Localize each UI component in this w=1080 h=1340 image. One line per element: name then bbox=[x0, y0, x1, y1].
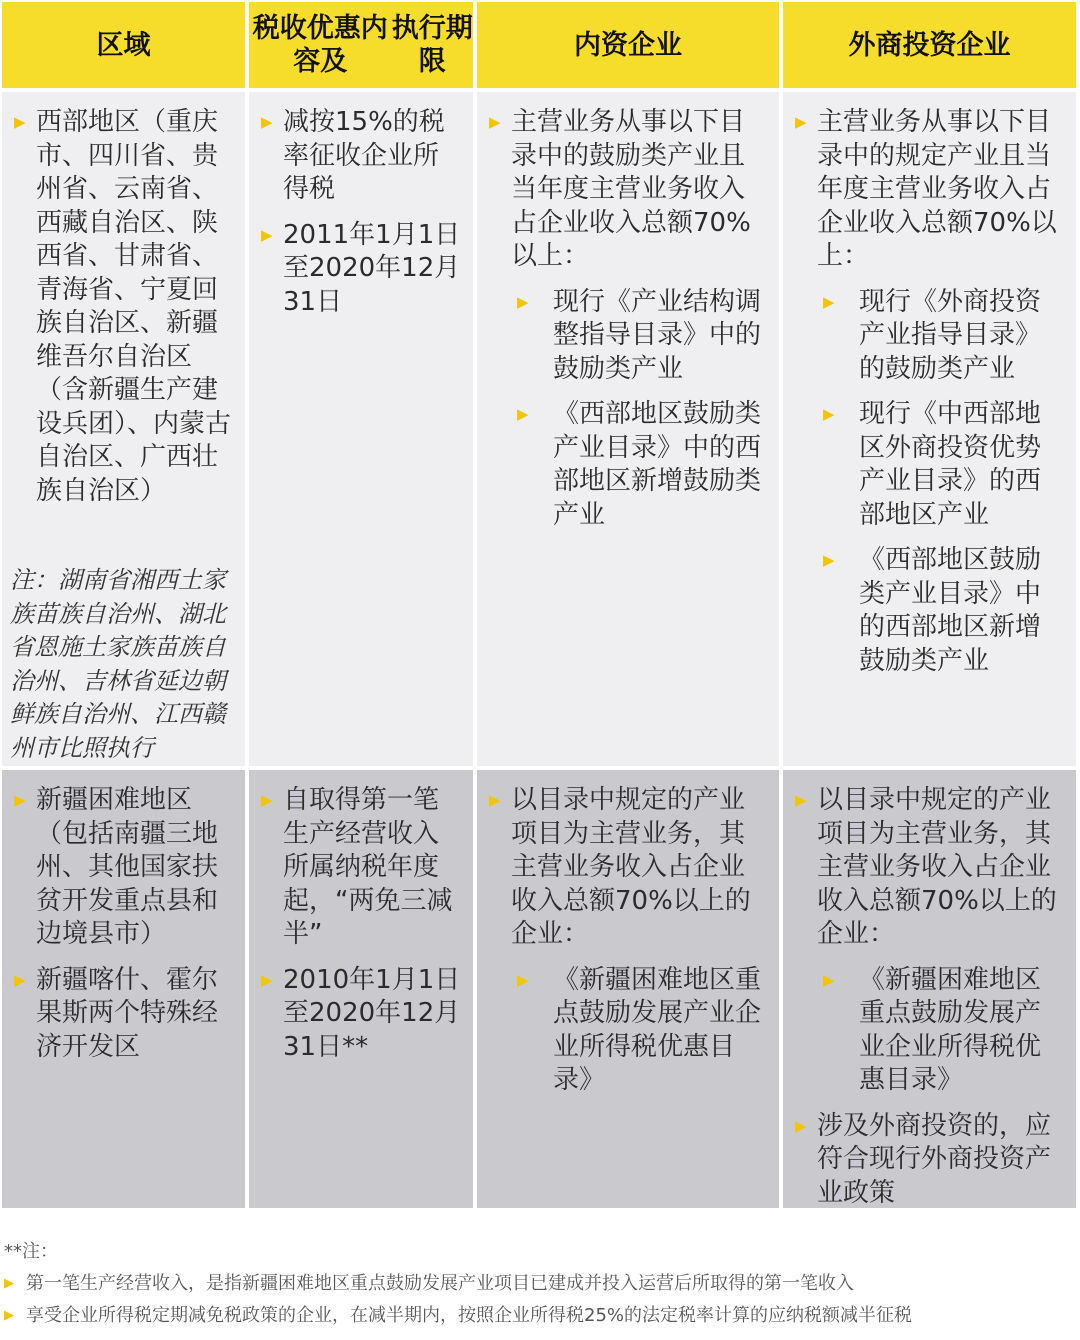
list-item bbox=[487, 784, 769, 952]
domestic-sub: 《西部地区鼓励类产业目录》中的西部地区新增鼓励类产业 bbox=[553, 399, 762, 530]
domestic-sub: 《新疆困难地区重点鼓励发展产业企业所得税优惠目录》 bbox=[553, 964, 762, 1095]
table-row bbox=[0, 92, 1080, 766]
footnote-text: 享受企业所得税定期减免税政策的企业，在减半期内，按照企业所得税25%的法定税率计算的应纳税额减半征税 bbox=[26, 1305, 913, 1326]
cell-domestic bbox=[477, 92, 779, 766]
footnotes bbox=[0, 1238, 1080, 1329]
list-item bbox=[259, 964, 463, 1065]
header-region: 区域 bbox=[2, 2, 245, 88]
bullet-icon: ▶ bbox=[14, 791, 26, 809]
foreign-lead: 以目录中规定的产业项目为主营业务，其主营业务收入占企业收入总额70%以上的企业： bbox=[817, 785, 1057, 949]
footnote-text: 第一笔生产经营收入，是指新疆困难地区重点鼓励发展产业项目已建成并投入运营后所取得的第一笔收入 bbox=[26, 1273, 854, 1294]
list-item bbox=[12, 964, 235, 1065]
list-item bbox=[517, 398, 769, 532]
foreign-sub: 现行《中西部地区外商投资优势产业目录》的西部地区产业 bbox=[859, 399, 1042, 530]
list-item bbox=[793, 106, 1066, 274]
list-item bbox=[517, 964, 769, 1098]
header-benefit bbox=[249, 2, 473, 88]
bullet-icon: ▶ bbox=[795, 791, 807, 809]
cell-domestic bbox=[477, 770, 779, 1208]
bullet-icon: ▶ bbox=[517, 970, 529, 989]
domestic-lead: 以目录中规定的产业项目为主营业务，其主营业务收入占企业收入总额70%以上的企业： bbox=[511, 785, 751, 949]
bullet-icon: ▶ bbox=[261, 113, 273, 131]
foreign-tail: 涉及外商投资的，应符合现行外商投资产业政策 bbox=[817, 1110, 1052, 1208]
list-item bbox=[487, 106, 769, 274]
list-item bbox=[793, 784, 1066, 952]
bullet-icon: ▶ bbox=[14, 970, 26, 989]
region-text: 新疆困难地区（包括南疆三地州、其他国家扶贫开发重点县和边境县市） bbox=[36, 785, 219, 949]
bullet-icon: ▶ bbox=[823, 970, 835, 989]
list-item bbox=[793, 1110, 1066, 1209]
header-foreign: 外商投资企业 bbox=[783, 2, 1076, 88]
benefit-period: 2011年1月1日至2020年12月31日 bbox=[283, 219, 461, 317]
bullet-icon: ▶ bbox=[823, 551, 835, 569]
table-header-row bbox=[0, 2, 1080, 88]
cell-benefit bbox=[249, 770, 473, 1208]
foreign-sub: 《新疆困难地区重点鼓励发展产业企业所得税优惠目录》 bbox=[859, 964, 1042, 1095]
benefit-period: 2010年1月1日至2020年12月31日** bbox=[283, 964, 461, 1062]
header-domestic: 内资企业 bbox=[477, 2, 779, 88]
list-item bbox=[259, 784, 463, 952]
cell-region bbox=[2, 92, 245, 766]
domestic-sub: 现行《产业结构调整指导目录》中的鼓励类产业 bbox=[553, 286, 762, 384]
bullet-icon: ▶ bbox=[14, 113, 26, 131]
header-benefit-line2: 执行期限 bbox=[391, 13, 473, 77]
bullet-icon: ▶ bbox=[517, 405, 529, 423]
list-item bbox=[517, 286, 769, 387]
footnote-item bbox=[0, 1270, 1080, 1297]
domestic-lead: 主营业务从事以下目录中的鼓励类产业且当年度主营业务收入占企业收入总额70%以上： bbox=[511, 107, 751, 271]
region-text: 西部地区（重庆市、四川省、贵州省、云南省、西藏自治区、陕西省、甘肃省、青海省、宁夏回族自治区、新疆维吾尔自治区（含新疆生产建设兵团）、内蒙古自治区、广西壮族自治区） bbox=[36, 107, 232, 506]
bullet-icon: ▶ bbox=[261, 791, 273, 809]
benefit-text: 自取得第一笔生产经营收入所属纳税年度起，“两免三减半” bbox=[283, 785, 453, 949]
cell-benefit bbox=[249, 92, 473, 766]
bullet-icon: ▶ bbox=[823, 292, 835, 311]
footnote-title: **注： bbox=[4, 1241, 58, 1262]
region-text: 新疆喀什、霍尔果斯两个特殊经济开发区 bbox=[36, 964, 219, 1062]
table-row bbox=[0, 770, 1080, 1208]
list-item bbox=[823, 286, 1066, 387]
list-item bbox=[12, 106, 235, 508]
bullet-icon: ▶ bbox=[517, 292, 529, 311]
bullet-icon: ▶ bbox=[823, 405, 835, 423]
bullet-icon: ▶ bbox=[4, 1308, 14, 1323]
bullet-icon: ▶ bbox=[4, 1276, 14, 1291]
list-item bbox=[259, 219, 463, 320]
bullet-icon: ▶ bbox=[795, 113, 807, 131]
benefit-text: 减按15%的税率征收企业所得税 bbox=[283, 107, 445, 204]
cell-region bbox=[2, 770, 245, 1208]
list-item bbox=[259, 106, 463, 207]
bullet-icon: ▶ bbox=[261, 225, 273, 244]
foreign-lead: 主营业务从事以下目录中的规定产业且当年度主营业务收入占企业收入总额70%以上： bbox=[817, 107, 1057, 271]
cell-foreign bbox=[783, 770, 1076, 1208]
foreign-sub: 《西部地区鼓励类产业目录》中的西部地区新增鼓励类产业 bbox=[859, 545, 1042, 676]
foreign-sub: 现行《外商投资产业指导目录》的鼓励类产业 bbox=[859, 286, 1042, 384]
cell-foreign bbox=[783, 92, 1076, 766]
list-item bbox=[823, 964, 1066, 1098]
region-note: 注：湖南省湘西土家族苗族自治州、湖北省恩施土家族苗族自治州、吉林省延边朝鲜族自治州、江西赣州市比照执行 bbox=[10, 566, 226, 762]
header-benefit-line1: 税收优惠内容及 bbox=[252, 13, 388, 77]
bullet-icon: ▶ bbox=[795, 1116, 807, 1135]
bullet-icon: ▶ bbox=[261, 970, 273, 989]
footnote-item bbox=[0, 1302, 1080, 1329]
bullet-icon: ▶ bbox=[489, 791, 501, 809]
bullet-icon: ▶ bbox=[489, 113, 501, 131]
list-item bbox=[12, 784, 235, 952]
list-item bbox=[823, 398, 1066, 532]
list-item bbox=[823, 544, 1066, 678]
